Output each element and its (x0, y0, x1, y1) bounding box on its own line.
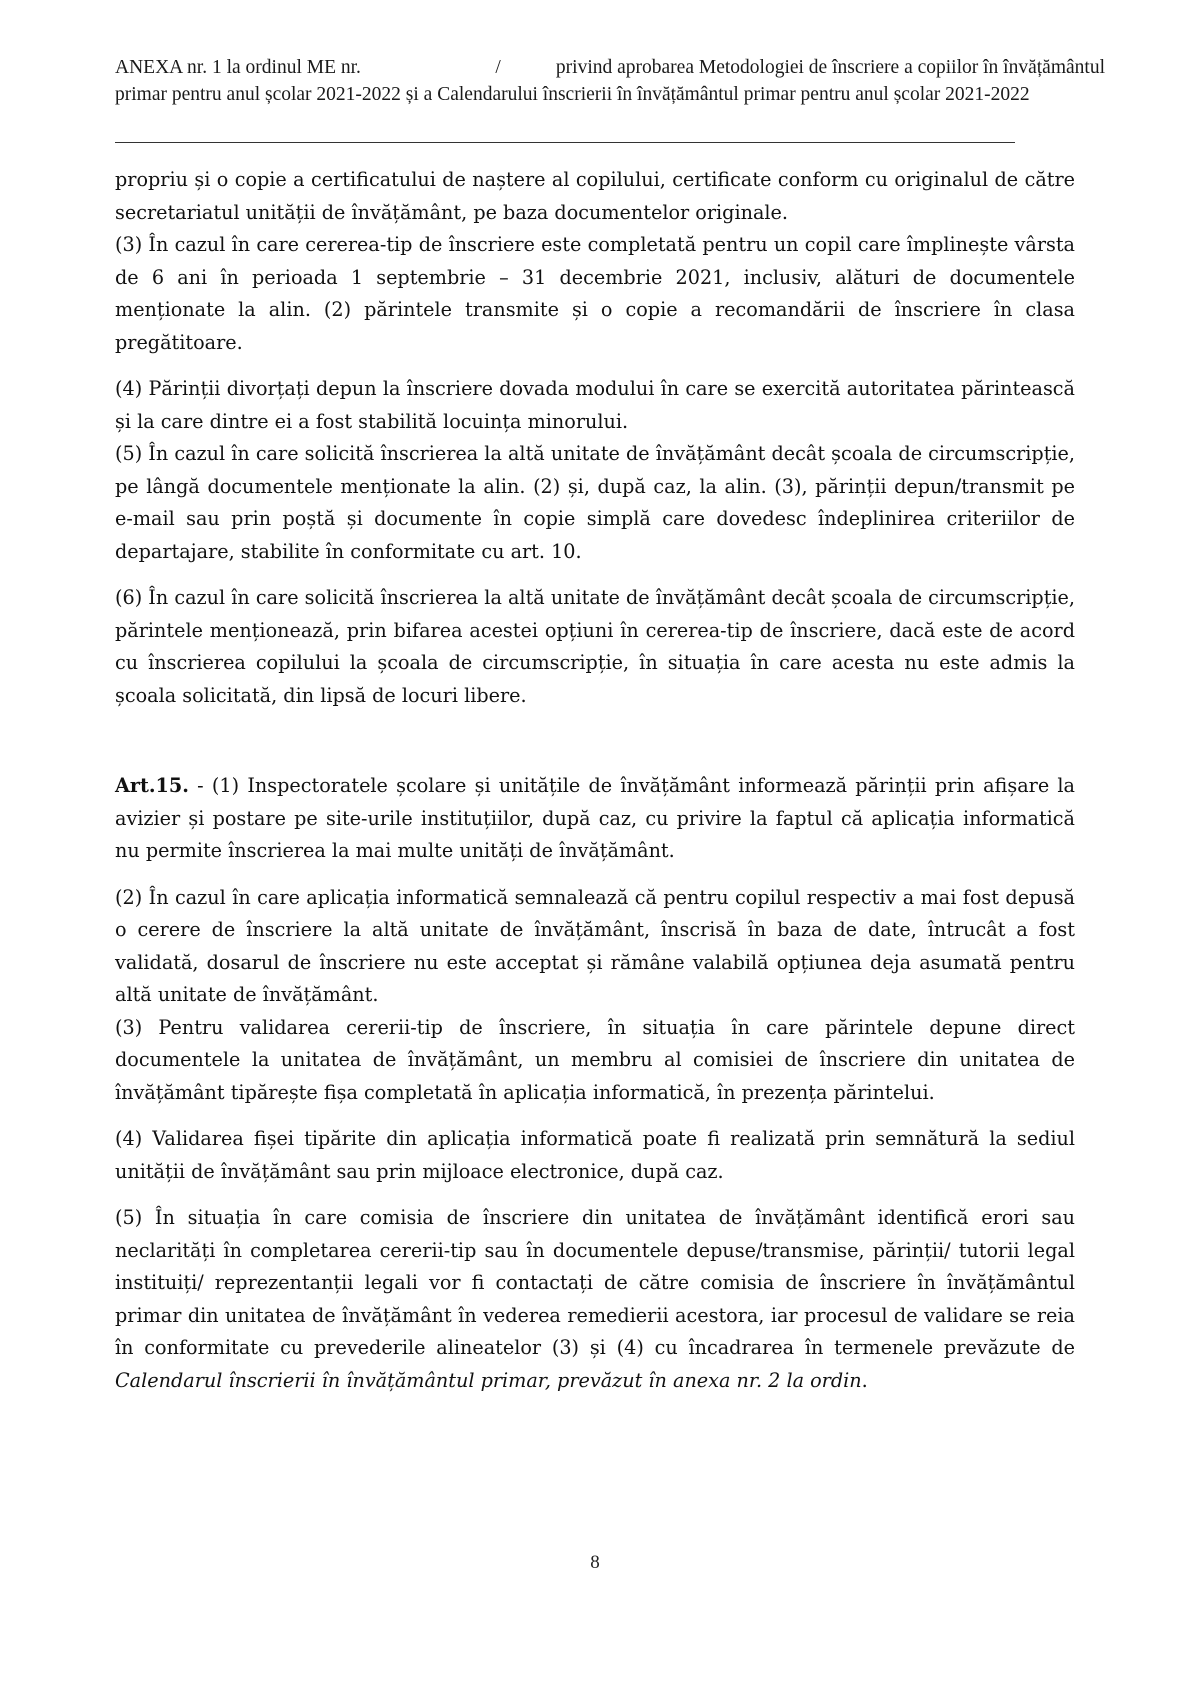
document-body (115, 164, 1075, 1397)
article-15-paragraph-3: (3) Pentru validarea cererii-tip de înscriere, în situația în care părintele depune direct documentele la unitatea de învățământ, un membru al comisiei de înscriere din unitatea de învățământ tipărește fișa completată în aplicația informatică, în prezența părintelui. (115, 1015, 1075, 1104)
article-15-paragraph-2: (2) În cazul în care aplicația informatică semnalează că pentru copilul respectiv a mai fost depusă o cerere de înscriere la altă unitate de învățământ, înscrisă în baza de date, întrucât a fost validată, dosarul de înscriere nu este acceptat și rămâne valabilă opțiunea deja asumată pentru altă unitate de învățământ. (115, 885, 1075, 1006)
article-15-paragraph-1 (115, 770, 1075, 868)
paragraph-alin-6: (6) În cazul în care solicită înscrierea la altă unitate de învățământ decât școala de circumscripție, părintele menționează, prin bifarea acestei opțiuni în cererea-tip de înscriere, dacă este de acord cu înscrierea copilului la școala de circumscripție, în situația în care acesta nu este admis la școala solicitată, din lipsă de locuri libere. (115, 586, 1075, 707)
header-annex-ref: ANEXA nr. 1 la ordinul ME nr. (115, 57, 361, 78)
paragraph-5-text: (5) În situația în care comisia de înscriere din unitatea de învățământ identifică erori sau neclarități în completarea cererii-tip sau în documentele depuse/transmise, părinții/ tutorii legal instituiți/ reprezentanții legali vor fi contactați de către comisia de înscriere în învățământul primar din unitatea de învățământ în vederea remedierii acestora, iar procesul de validare se reia în conformitate cu prevederile alineatelor (3) și (4) cu încadrarea în termenele prevăzute de (115, 1206, 1075, 1359)
header-slash: / (495, 57, 501, 78)
paragraph-5-end: . (861, 1368, 868, 1392)
page-number: 8 (590, 1552, 600, 1573)
header-divider (115, 142, 1015, 143)
article-15-label: Art.15. (115, 774, 189, 797)
header-line-1 (115, 54, 1105, 81)
page-header (115, 54, 1105, 108)
article-15-paragraph-4: (4) Validarea fișei tipărite din aplicația informatică poate fi realizată prin semnătură la sediul unității de învățământ sau prin mijloace electronice, după caz. (115, 1127, 1075, 1183)
header-line-2: primar pentru anul școlar 2021-2022 și a Calendarului înscrierii în învățământul primar pentru anul școlar 2021-2022 (115, 84, 1030, 105)
paragraph-alin-4: (4) Părinții divorțați depun la înscriere dovada modului în care se exercită autoritatea părintească și la care dintre ei a fost stabilită locuința minorului. (115, 377, 1075, 433)
paragraph-alin-5: (5) În cazul în care solicită înscrierea la altă unitate de învățământ decât școala de circumscripție, pe lângă documentele menționate la alin. (2) și, după caz, la alin. (3), părinții depun/transmit pe e-mail sau prin poștă și documente în copie simplă care dovedesc îndeplinirea criteriilor de departajare, stabilite în conformitate cu art. 10. (115, 442, 1075, 563)
calendar-reference: Calendarul înscrierii în învățământul primar, prevăzut în anexa nr. 2 la ordin (115, 1368, 862, 1392)
article-15-paragraph-5 (115, 1202, 1075, 1397)
paragraph-alin-3: (3) În cazul în care cererea-tip de înscriere este completată pentru un copil care împlinește vârsta de 6 ani în perioada 1 septembrie – 31 decembrie 2021, inclusiv, alături de documentele menționate la alin. (2) părintele transmite și o copie a recomandării de înscriere în clasa pregătitoare. (115, 233, 1075, 354)
paragraph-continuation: propriu și o copie a certificatului de naștere al copilului, certificate conform cu originalul de către secretariatul unității de învățământ, pe baza documentelor originale. (115, 168, 1075, 224)
header-subject: privind aprobarea Metodologiei de înscriere a copiilor în învățământul (555, 57, 1105, 78)
article-15-text: - (1) Inspectoratele școlare și unitățile de învățământ informează părinții prin afișare la avizier și postare pe site-urile instituțiilor, după caz, cu privire la faptul că aplicația informatică nu permite înscrierea la mai multe unități de învățământ. (115, 774, 1075, 862)
